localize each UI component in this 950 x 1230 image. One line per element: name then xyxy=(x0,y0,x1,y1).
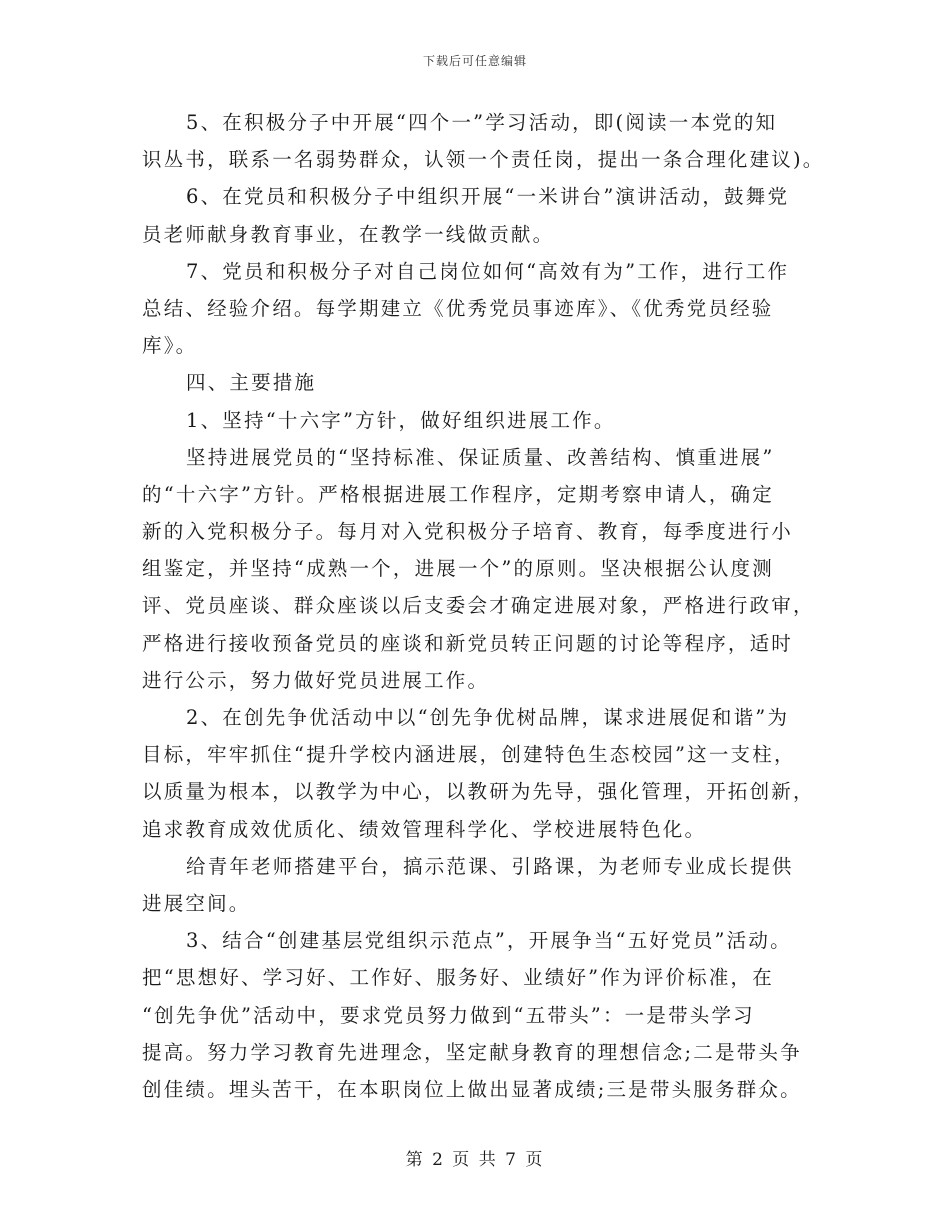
text-line: 评、党员座谈、群众座谈以后支委会才确定进展对象，严格进行政审， xyxy=(142,594,815,618)
text-line: 总结、经验介绍。每学期建立《优秀党员事迹库》、《优秀党员经验 xyxy=(142,296,774,320)
text-line: 的“十六字”方针。严格根据进展工作程序，定期考察申请人，确定 xyxy=(142,482,774,506)
text-line: 3、结合“创建基层党组织示范点”，开展争当“五好党员”活动。 xyxy=(186,929,792,953)
text-line: 目标，牢牢抓住“提升学校内涵进展，创建特色生态校园”这一支柱， xyxy=(142,743,796,767)
text-line: 员老师献身教育事业，在教学一线做贡献。 xyxy=(142,222,555,246)
text-line: 把“思想好、学习好、工作好、服务好、业绩好”作为评价标准，在 xyxy=(142,966,774,990)
text-line: 坚持进展党员的“坚持标准、保证质量、改善结构、慎重进展” xyxy=(186,445,775,469)
page-header: 下载后可任意编辑 xyxy=(422,54,527,68)
text-line: 进展空间。 xyxy=(142,891,251,915)
text-line: 创佳绩。埋头苦干，在本职岗位上做出显著成绩;三是带头服务群众。 xyxy=(142,1077,802,1101)
text-line: 提高。努力学习教育先进理念，坚定献身教育的理想信念;二是带头争 xyxy=(142,1040,802,1064)
text-line: 5、在积极分子中开展“四个一”学习活动，即(阅读一本党的知 xyxy=(186,111,778,134)
text-line: 严格进行接收预备党员的座谈和新党员转正问题的讨论等程序，适时 xyxy=(142,631,794,655)
text-line: 6、在党员和积极分子中组织开展“一米讲台”演讲活动，鼓舞党 xyxy=(186,185,790,209)
text-line: 进行公示，努力做好党员进展工作。 xyxy=(142,668,490,692)
text-line: 给青年老师搭建平台，搞示范课、引路课，为老师专业成长提供 xyxy=(186,854,794,878)
page-number: 第 2 页 共 7 页 xyxy=(405,1150,545,1170)
text-line: “创先争优”活动中，要求党员努力做到“五带头”：一是带头学习 xyxy=(142,1003,755,1027)
text-line: 库》。 xyxy=(142,334,198,358)
text-line: 新的入党积极分子。每月对入党积极分子培育、教育，每季度进行小 xyxy=(142,520,794,544)
text-line: 2、在创先争优活动中以“创先争优树品牌，谋求进展促和谐”为 xyxy=(186,706,790,729)
text-line: 1、坚持“十六字”方针，做好组织进展工作。 xyxy=(186,408,616,432)
text-line: 7、党员和积极分子对自己岗位如何“高效有为”工作，进行工作 xyxy=(186,259,790,283)
document-body xyxy=(142,104,825,1108)
text-line: 组鉴定，并坚持“成熟一个，进展一个”的原则。坚决根据公认度测 xyxy=(142,557,774,581)
text-line: 识丛书，联系一名弱势群众，认领一个责任岗，提出一条合理化建议)。 xyxy=(142,148,825,172)
section-heading: 四、主要措施 xyxy=(186,371,317,395)
text-line: 以质量为根本，以教学为中心，以教研为先导，强化管理，开拓创新， xyxy=(142,780,815,804)
text-line: 追求教育成效优质化、绩效管理科学化、学校进展特色化。 xyxy=(142,817,707,841)
